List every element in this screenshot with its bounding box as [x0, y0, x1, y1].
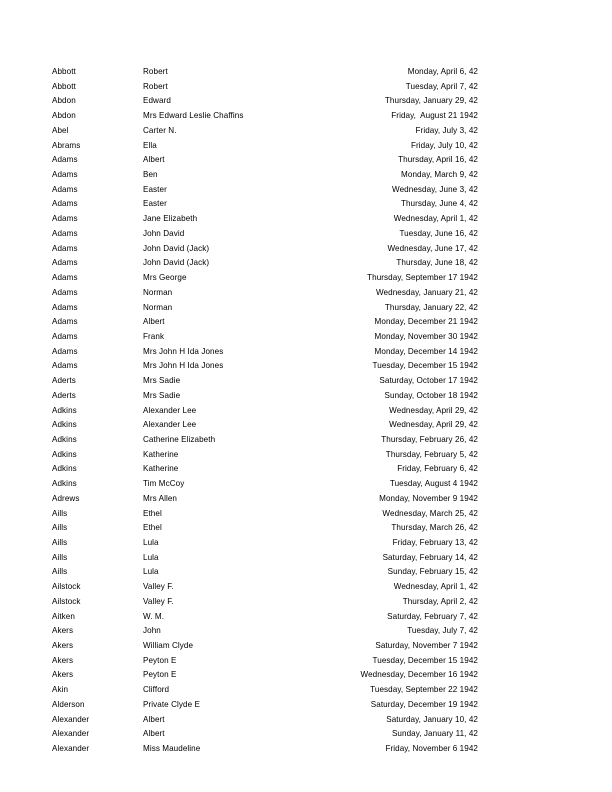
cell-date: Thursday, January 29, 42: [384, 96, 478, 106]
cell-date: Monday, November 30 1942: [374, 331, 478, 341]
table-row: [52, 492, 478, 507]
cell-surname: Adams: [52, 258, 78, 268]
table-row: [52, 345, 478, 360]
cell-given-name: Mrs Allen: [143, 493, 178, 503]
table-row: [52, 404, 478, 419]
table-row: [52, 80, 478, 95]
table-row: [52, 433, 478, 448]
name-index-body: [52, 65, 478, 757]
cell-date: Thursday, April 16, 42: [398, 155, 478, 165]
cell-date: Wednesday, April 29, 42: [389, 405, 478, 415]
cell-surname: Abdon: [52, 96, 76, 106]
table-row: [52, 374, 478, 389]
table-row: [52, 654, 478, 669]
cell-surname: Adkins: [52, 405, 77, 415]
cell-date: Thursday, January 22, 42: [384, 302, 478, 312]
cell-date: Monday, December 14 1942: [374, 346, 478, 356]
cell-date: Friday, February 13, 42: [392, 538, 478, 547]
cell-surname: Adams: [52, 287, 78, 297]
cell-date: Sunday, January 11, 42: [391, 729, 478, 739]
table-row: [52, 65, 478, 80]
cell-given-name: W. M.: [143, 611, 165, 621]
cell-given-name: Valley F.: [143, 596, 174, 606]
cell-given-name: Carter N.: [143, 125, 177, 135]
cell-surname: Akers: [52, 670, 74, 680]
cell-given-name: Albert: [143, 729, 165, 739]
table-row: [52, 565, 478, 580]
cell-date: Thursday, September 17 1942: [367, 273, 478, 283]
cell-given-name: Peyton E: [143, 670, 177, 680]
cell-given-name: Robert: [143, 81, 168, 91]
cell-given-name: Norman: [143, 302, 173, 312]
cell-surname: Akin: [52, 685, 69, 695]
cell-surname: Aills: [52, 538, 68, 547]
table-row: [52, 271, 478, 286]
cell-surname: Adams: [52, 273, 78, 283]
cell-surname: Abrams: [52, 140, 81, 150]
cell-surname: Adams: [52, 199, 78, 209]
cell-surname: Adkins: [52, 479, 77, 489]
cell-given-name: Jane Elizabeth: [143, 214, 198, 224]
cell-given-name: Lula: [143, 538, 159, 547]
cell-surname: Adkins: [52, 449, 77, 459]
cell-date: Saturday, December 19 1942: [370, 699, 478, 709]
cell-date: Thursday, June 4, 42: [400, 199, 478, 209]
cell-surname: Aills: [52, 552, 68, 562]
table-row: [52, 713, 478, 728]
cell-surname: Adams: [52, 155, 78, 165]
table-row: [52, 212, 478, 227]
cell-date: Tuesday, August 4 1942: [389, 479, 478, 489]
cell-surname: Abbott: [52, 67, 76, 76]
cell-given-name: Mrs Sadie: [143, 376, 181, 386]
table-row: [52, 448, 478, 463]
cell-date: Monday, March 9, 42: [401, 170, 478, 180]
cell-date: Monday, November 9 1942: [379, 493, 478, 503]
cell-surname: Aderts: [52, 376, 76, 386]
cell-date: Friday, February 6, 42: [397, 464, 478, 474]
cell-given-name: Easter: [143, 184, 167, 194]
cell-given-name: Albert: [143, 714, 165, 724]
cell-date: Monday, April 6, 42: [407, 67, 478, 76]
table-row: [52, 727, 478, 742]
cell-given-name: Ethel: [143, 523, 162, 533]
cell-surname: Abbott: [52, 81, 76, 91]
table-row: [52, 668, 478, 683]
cell-given-name: Private Clyde E: [143, 699, 200, 709]
cell-surname: Adkins: [52, 434, 77, 444]
cell-given-name: Catherine Elizabeth: [143, 434, 216, 444]
cell-given-name: Mrs Sadie: [143, 390, 181, 400]
cell-surname: Adams: [52, 317, 78, 327]
cell-surname: Adkins: [52, 420, 77, 430]
cell-given-name: Lula: [143, 567, 159, 577]
name-index-table: [52, 65, 478, 757]
cell-given-name: Mrs Edward Leslie Chaffins: [143, 111, 244, 121]
cell-date: Thursday, March 26, 42: [391, 523, 478, 533]
cell-date: Wednesday, April 1, 42: [393, 214, 478, 224]
cell-given-name: Katherine: [143, 449, 179, 459]
cell-date: Tuesday, April 7, 42: [405, 81, 478, 91]
cell-date: Friday, July 3, 42: [415, 125, 478, 135]
cell-given-name: William Clyde: [143, 641, 194, 651]
cell-given-name: Tim McCoy: [143, 479, 185, 489]
table-row: [52, 624, 478, 639]
cell-surname: Adams: [52, 331, 78, 341]
cell-given-name: Edward: [143, 96, 171, 106]
cell-surname: Akers: [52, 655, 74, 665]
cell-given-name: Ben: [143, 170, 158, 180]
table-row: [52, 168, 478, 183]
cell-date: Thursday, February 5, 42: [385, 449, 478, 459]
cell-surname: Adrews: [52, 493, 80, 503]
cell-surname: Adams: [52, 302, 78, 312]
cell-date: Wednesday, June 3, 42: [392, 184, 478, 194]
cell-given-name: Robert: [143, 67, 168, 76]
cell-date: Saturday, October 17 1942: [379, 376, 478, 386]
cell-given-name: John David: [143, 228, 185, 238]
cell-surname: Adams: [52, 170, 78, 180]
cell-date: Tuesday, December 15 1942: [372, 655, 478, 665]
table-row: [52, 227, 478, 242]
cell-given-name: Lula: [143, 552, 159, 562]
table-row: [52, 94, 478, 109]
cell-date: Friday, November 6 1942: [385, 744, 478, 754]
cell-surname: Adams: [52, 346, 78, 356]
cell-date: Sunday, October 18 1942: [384, 390, 478, 400]
cell-date: Saturday, February 14, 42: [382, 552, 478, 562]
table-row: [52, 330, 478, 345]
cell-given-name: Easter: [143, 199, 167, 209]
cell-surname: Akers: [52, 641, 74, 651]
cell-surname: Abdon: [52, 111, 76, 121]
table-row: [52, 521, 478, 536]
table-row: [52, 139, 478, 154]
table-row: [52, 462, 478, 477]
cell-surname: Adams: [52, 243, 78, 253]
cell-surname: Adkins: [52, 464, 77, 474]
cell-date: Wednesday, March 25, 42: [382, 508, 478, 518]
cell-date: Tuesday, July 7, 42: [407, 626, 478, 636]
cell-surname: Aills: [52, 567, 68, 577]
cell-given-name: Mrs George: [143, 273, 187, 283]
cell-date: Saturday, November 7 1942: [375, 641, 478, 651]
cell-surname: Akers: [52, 626, 74, 636]
cell-given-name: Mrs John H Ida Jones: [143, 361, 224, 371]
cell-date: Thursday, February 26, 42: [381, 434, 478, 444]
cell-given-name: Alexander Lee: [143, 405, 197, 415]
cell-surname: Adams: [52, 184, 78, 194]
table-row: [52, 286, 478, 301]
table-row: [52, 580, 478, 595]
table-row: [52, 256, 478, 271]
cell-surname: Adams: [52, 214, 78, 224]
cell-date: Tuesday, September 22 1942: [370, 685, 478, 695]
cell-surname: Aderts: [52, 390, 76, 400]
cell-given-name: Ethel: [143, 508, 162, 518]
cell-given-name: Miss Maudeline: [143, 744, 201, 754]
cell-given-name: John David (Jack): [143, 258, 210, 268]
cell-given-name: Norman: [143, 287, 173, 297]
cell-surname: Ailstock: [52, 596, 81, 606]
table-row: [52, 698, 478, 713]
table-row: [52, 124, 478, 139]
table-row: [52, 551, 478, 566]
table-row: [52, 595, 478, 610]
cell-surname: Abel: [52, 125, 69, 135]
cell-date: Wednesday, December 16 1942: [360, 670, 478, 680]
table-row: [52, 359, 478, 374]
cell-surname: Alderson: [52, 699, 85, 709]
table-row: [52, 742, 478, 757]
cell-date: Tuesday, December 15 1942: [372, 361, 478, 371]
cell-surname: Aitken: [52, 611, 75, 621]
table-row: [52, 477, 478, 492]
table-row: [52, 183, 478, 198]
table-row: [52, 418, 478, 433]
cell-given-name: Albert: [143, 155, 165, 165]
cell-date: Thursday, June 18, 42: [396, 258, 478, 268]
cell-given-name: Frank: [143, 331, 165, 341]
cell-given-name: John: [143, 626, 161, 636]
table-row: [52, 639, 478, 654]
cell-given-name: Ella: [143, 140, 157, 150]
cell-given-name: Valley F.: [143, 582, 174, 592]
cell-surname: Alexander: [52, 729, 90, 739]
cell-date: Wednesday, April 29, 42: [389, 420, 478, 430]
cell-surname: Aills: [52, 508, 68, 518]
table-row: [52, 197, 478, 212]
cell-surname: Adams: [52, 228, 78, 238]
cell-given-name: Alexander Lee: [143, 420, 197, 430]
table-row: [52, 301, 478, 316]
cell-date: Friday, August 21 1942: [391, 111, 478, 121]
cell-surname: Alexander: [52, 744, 90, 754]
cell-given-name: Clifford: [143, 685, 170, 695]
cell-surname: Adams: [52, 361, 78, 371]
table-row: [52, 315, 478, 330]
table-row: [52, 683, 478, 698]
cell-date: Wednesday, April 1, 42: [393, 582, 478, 592]
cell-date: Wednesday, January 21, 42: [375, 287, 478, 297]
cell-date: Sunday, February 15, 42: [387, 567, 478, 577]
cell-given-name: Albert: [143, 317, 165, 327]
cell-surname: Ailstock: [52, 582, 81, 592]
table-row: [52, 109, 478, 124]
table-row: [52, 536, 478, 551]
cell-given-name: Peyton E: [143, 655, 177, 665]
table-row: [52, 507, 478, 522]
table-row: [52, 153, 478, 168]
cell-date: Wednesday, June 17, 42: [387, 243, 478, 253]
cell-given-name: Katherine: [143, 464, 179, 474]
cell-date: Tuesday, June 16, 42: [399, 228, 478, 238]
table-row: [52, 610, 478, 625]
cell-date: Friday, July 10, 42: [410, 140, 478, 150]
table-row: [52, 389, 478, 404]
cell-date: Monday, December 21 1942: [374, 317, 478, 327]
cell-date: Saturday, February 7, 42: [387, 611, 478, 621]
cell-surname: Alexander: [52, 714, 90, 724]
cell-date: Thursday, April 2, 42: [402, 596, 478, 606]
cell-surname: Aills: [52, 523, 68, 533]
cell-date: Saturday, January 10, 42: [386, 714, 478, 724]
cell-given-name: John David (Jack): [143, 243, 210, 253]
cell-given-name: Mrs John H Ida Jones: [143, 346, 224, 356]
table-row: [52, 242, 478, 257]
